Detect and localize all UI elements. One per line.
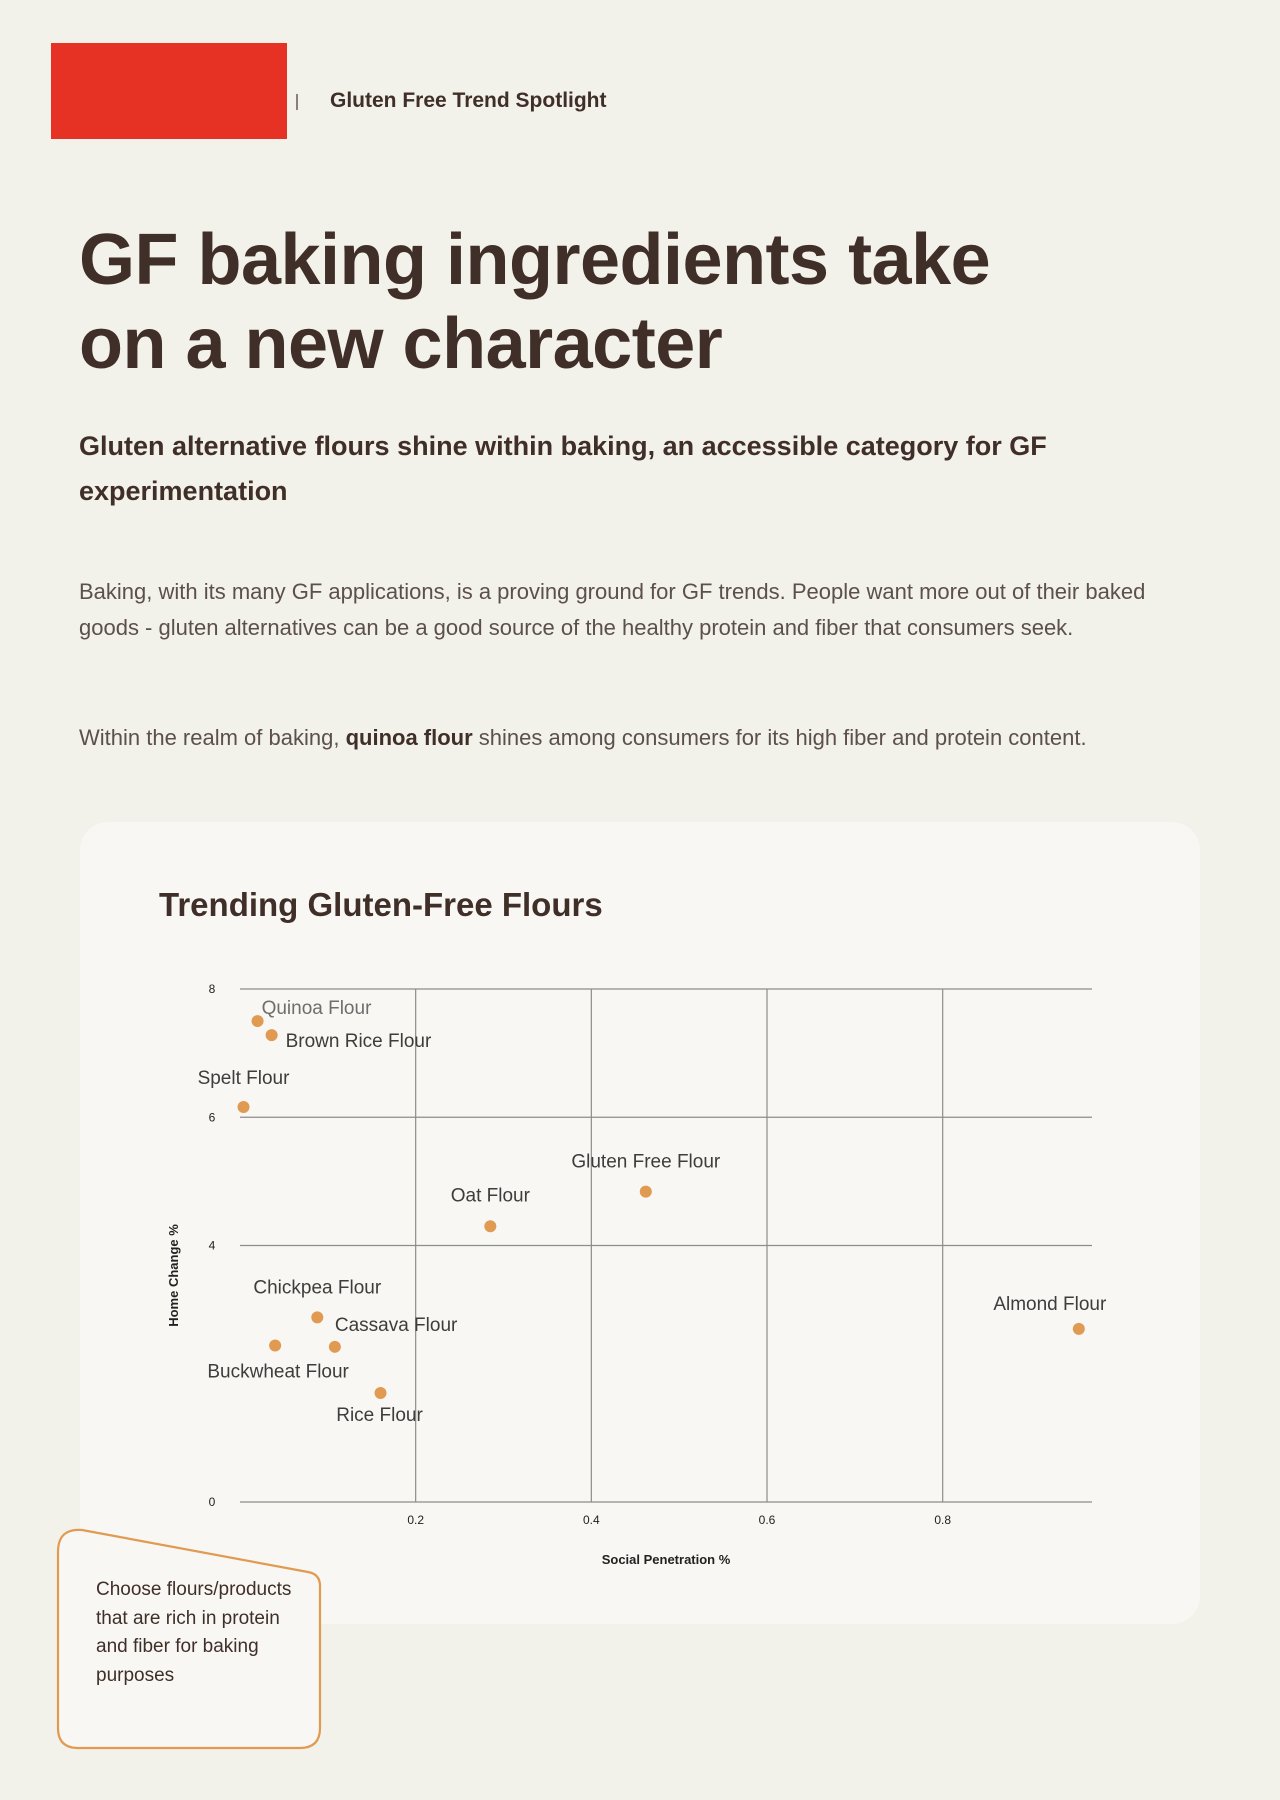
data-point-rice-flour bbox=[375, 1387, 387, 1399]
callout-text: Choose flours/products that are rich in protein and fiber for baking purposes bbox=[96, 1579, 292, 1686]
brand-logo bbox=[51, 43, 287, 139]
page-headline bbox=[79, 218, 1179, 386]
data-label-chickpea-flour: Chickpea Flour bbox=[253, 1277, 382, 1299]
y-tick-label: 0 bbox=[208, 1495, 216, 1509]
data-label-brown-rice-flour: Brown Rice Flour bbox=[285, 1031, 432, 1053]
paragraph-2-highlight: quinoa flour bbox=[345, 725, 473, 750]
headline-line-1: GF baking ingredients take bbox=[79, 220, 991, 300]
x-tick-label: 0.8 bbox=[934, 1513, 952, 1527]
header-divider bbox=[296, 94, 298, 110]
scatter-chart bbox=[80, 822, 1200, 1624]
x-axis-label: Social Penetration % bbox=[601, 1552, 731, 1567]
headline-line-2: on a new character bbox=[79, 304, 723, 384]
data-label-spelt-flour: Spelt Flour bbox=[197, 1067, 290, 1089]
data-label-buckwheat-flour: Buckwheat Flour bbox=[207, 1361, 349, 1383]
callout-box bbox=[58, 1528, 320, 1748]
x-tick-label: 0.4 bbox=[582, 1513, 600, 1527]
data-label-rice-flour: Rice Flour bbox=[336, 1404, 423, 1426]
data-point-oat-flour bbox=[484, 1220, 496, 1232]
data-point-buckwheat-flour bbox=[269, 1340, 281, 1352]
data-point-chickpea-flour bbox=[311, 1311, 323, 1323]
data-label-gluten-free-flour: Gluten Free Flour bbox=[571, 1151, 721, 1173]
data-point-brown-rice-flour bbox=[266, 1029, 278, 1041]
chart-title: Trending Gluten-Free Flours bbox=[159, 886, 603, 923]
x-tick-label: 0.2 bbox=[407, 1513, 425, 1527]
body-paragraph-2 bbox=[79, 720, 1209, 756]
data-point-almond-flour bbox=[1073, 1323, 1085, 1335]
y-tick-label: 4 bbox=[208, 1238, 216, 1253]
data-point-spelt-flour bbox=[238, 1101, 250, 1113]
data-point-gluten-free-flour bbox=[640, 1186, 652, 1198]
y-tick-label: 8 bbox=[208, 982, 216, 996]
x-tick-label: 0.6 bbox=[758, 1513, 776, 1527]
page-subheadline: Gluten alternative flours shine within baking, an accessible category for GF experimentation bbox=[79, 431, 1047, 506]
y-tick-label: 6 bbox=[208, 1110, 216, 1125]
data-label-oat-flour: Oat Flour bbox=[450, 1185, 530, 1207]
data-label-almond-flour: Almond Flour bbox=[993, 1293, 1107, 1315]
data-label-cassava-flour: Cassava Flour bbox=[334, 1314, 458, 1336]
data-point-cassava-flour bbox=[329, 1341, 341, 1353]
chart-card bbox=[80, 822, 1200, 1624]
data-label-quinoa-flour: Quinoa Flour bbox=[261, 998, 372, 1020]
paragraph-2-tail: shines among consumers for its high fiber and protein content. bbox=[472, 725, 1087, 750]
header-title: Gluten Free Trend Spotlight bbox=[330, 89, 607, 112]
paragraph-2-lead: Within the realm of baking, bbox=[79, 725, 346, 750]
body-paragraph-1: Baking, with its many GF applications, is a proving ground for GF trends. People want more out of their baked goods - gluten alternatives can be a good source of the healthy protein and fiber that consumers seek. bbox=[79, 579, 1146, 640]
y-axis-label: Home Change % bbox=[166, 1224, 181, 1327]
